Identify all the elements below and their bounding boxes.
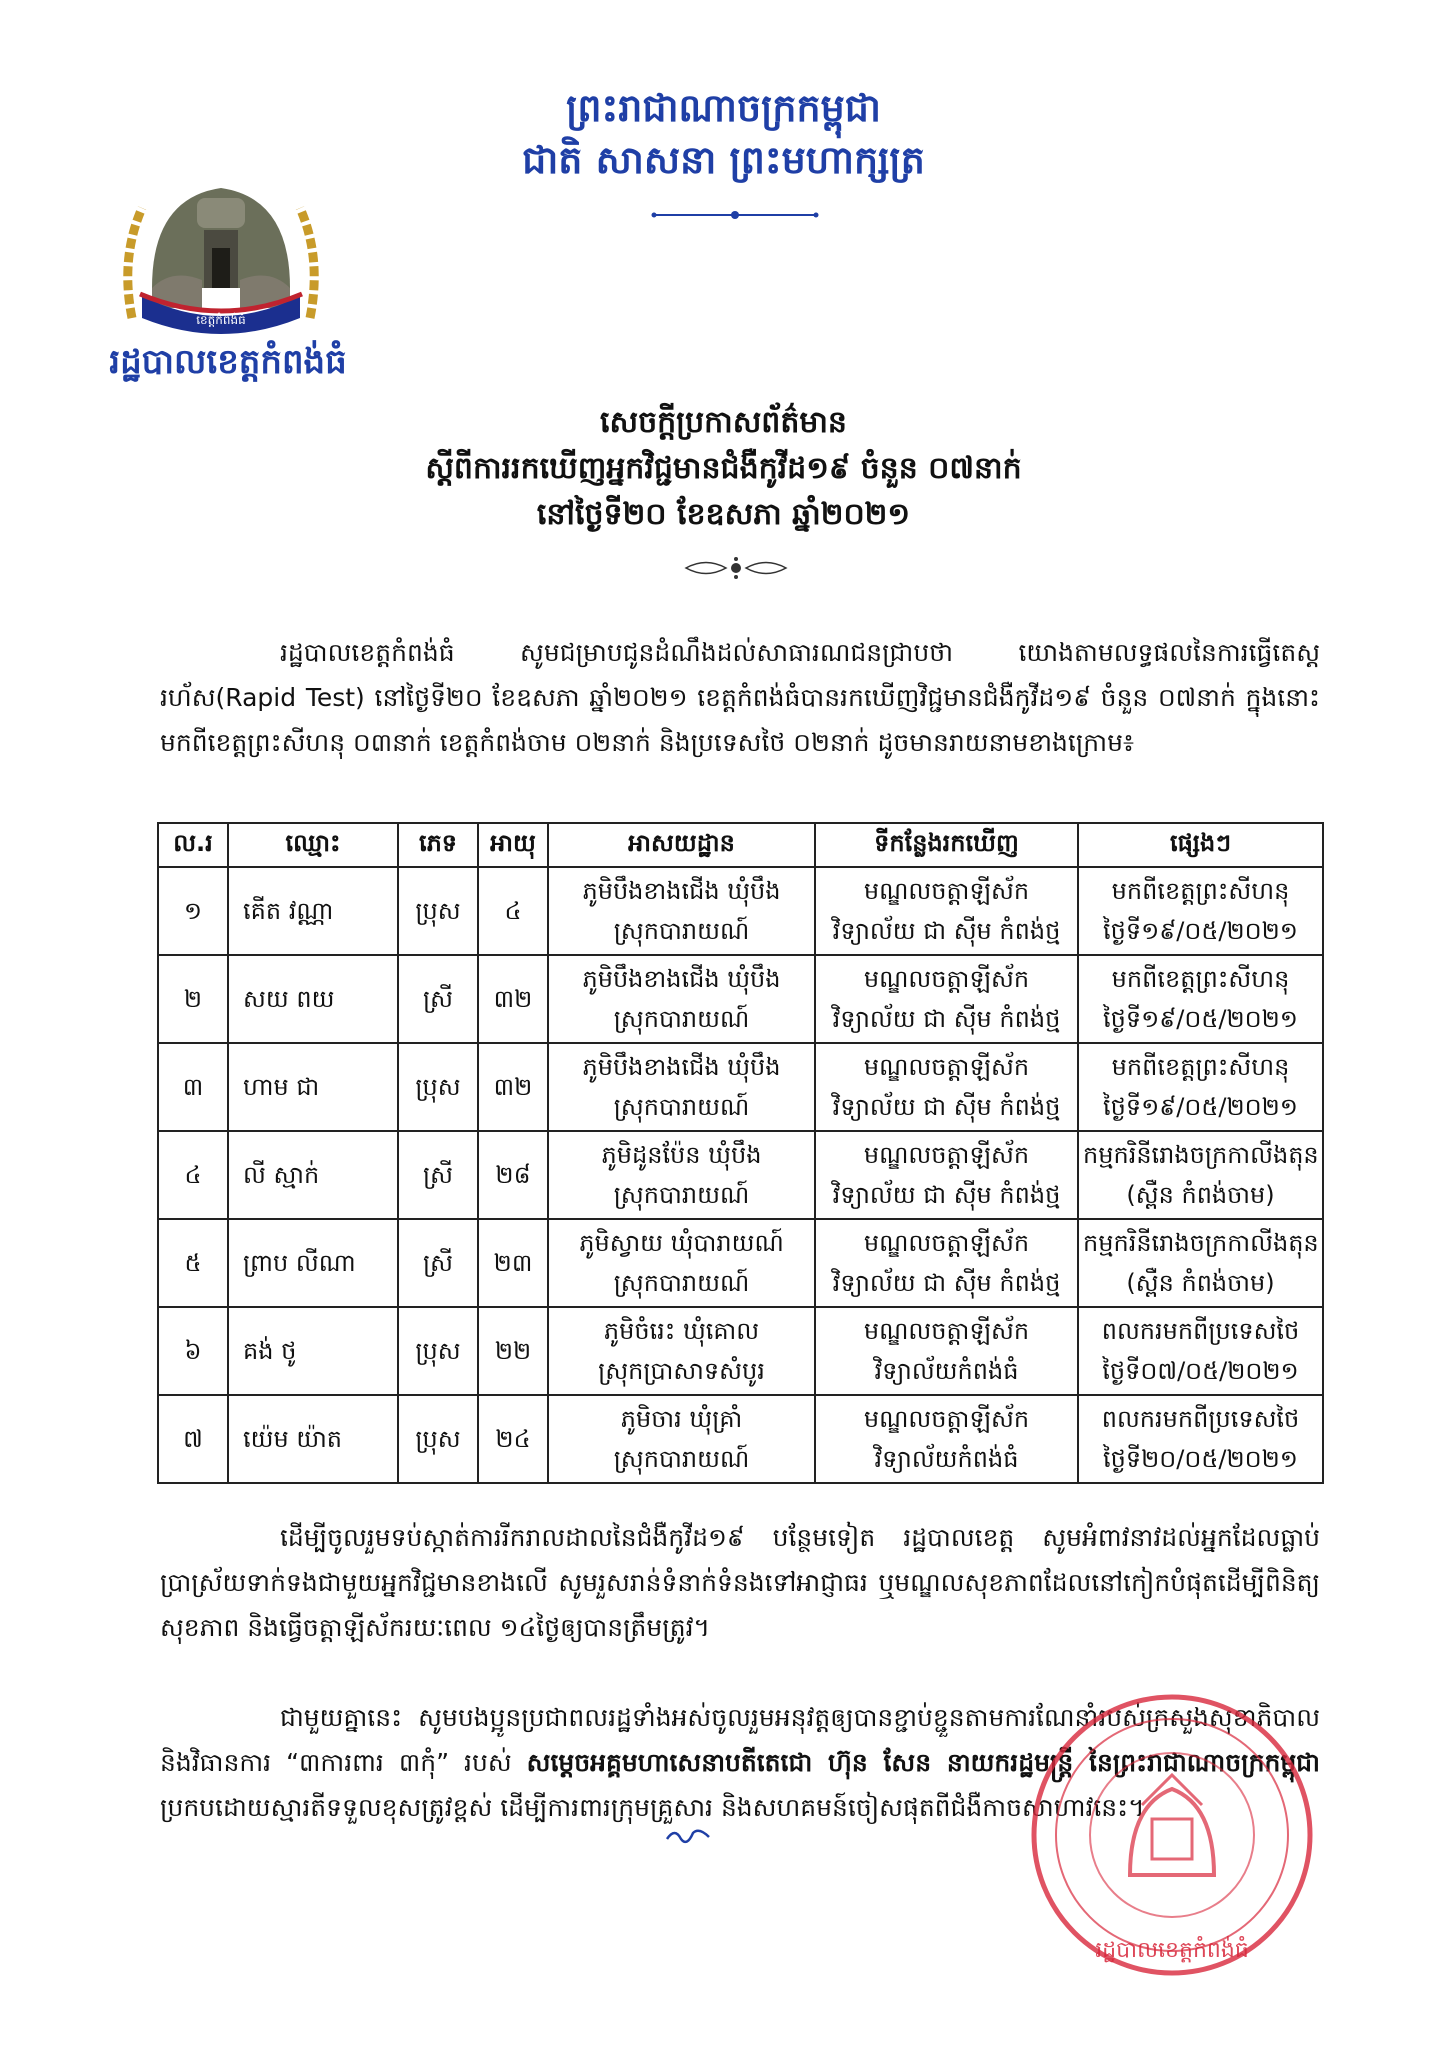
stamp-text: រដ្ឋបាលខេត្តកំពង់ធំ — [1095, 1938, 1249, 1963]
cell-sex: ស្រី — [398, 1131, 478, 1219]
cell-location — [815, 1043, 1078, 1131]
remarks-line-1: ពលករមកពីប្រទេសថៃ — [1101, 1405, 1300, 1433]
col-header-sex: ភេទ — [398, 823, 478, 867]
col-header-location-found: ទីកន្លែងរកឃើញ — [815, 823, 1078, 867]
remarks-line-1: ពលករមកពីប្រទេសថៃ — [1101, 1317, 1300, 1345]
closing-text-1: ដើម្បីចូលរួមទប់ស្កាត់ការរីករាលដាលនៃជំងឺកូវីដ១៩ បន្ថែមទៀត រដ្ឋបាលខេត្ត សូមអំពាវនាវដល់អ្នកដែលធ្លាប់ប្រាស្រ័យទាក់ទងជាមួយអ្នកវិជ្ជមានខាងលើ សូមរួសរាន់ទំនាក់ទំនងទៅអាជ្ញាធរ ឬមណ្ឌលសុខភាពដែលនៅកៀកបំផុតដើម្បីពិនិត្យសុខភាព និងធ្វើចត្តាឡីស័ករយៈពេល ១៤ថ្ងៃឲ្យបានត្រឹមត្រូវ។ — [160, 1523, 1320, 1642]
national-motto: ជាតិ សាសនា ព្រះមហាក្សត្រ — [522, 138, 925, 182]
table-row — [158, 1219, 1323, 1307]
cell-no: ៣ — [158, 1043, 228, 1131]
cell-age: ៤ — [478, 867, 548, 955]
location-line-1: មណ្ឌលចត្តាឡីស័ក — [863, 1053, 1030, 1081]
cell-sex: ប្រុស — [398, 1307, 478, 1395]
location-line-2: វិទ្យាល័យ ជា ស៊ីម កំពង់ថ្ម — [832, 917, 1061, 945]
col-header-address: អាសយដ្ឋាន — [548, 823, 815, 867]
address-line-2: ស្រុកប្រាសាទសំបូរ — [598, 1357, 765, 1385]
location-line-2: វិទ្យាល័យ ជា ស៊ីម កំពង់ថ្ម — [832, 1269, 1061, 1297]
location-line-1: មណ្ឌលចត្តាឡីស័ក — [863, 1317, 1030, 1345]
title-ornament — [676, 555, 796, 581]
announcement-title — [0, 400, 1447, 538]
cell-address — [548, 955, 815, 1043]
divider-ornament — [650, 208, 820, 222]
remarks-line-2: ថ្ងៃទី១៩/០៥/២០២១ — [1103, 1005, 1298, 1033]
intro-text: រដ្ឋបាលខេត្តកំពង់ធំ សូមជម្រាបជូនដំណឹងដល់សាធារណជនជ្រាបថា យោងតាមលទ្ធផលនៃការធ្វើតេស្តរហ័ស(Rapid Test) នៅថ្ងៃទី២០ ខែឧសភា ឆ្នាំ២០២១ ខេត្តកំពង់ធំបានរកឃើញវិជ្ជមានជំងឺកូវីដ១៩ ចំនួន ០៧នាក់ ក្នុងនោះ មកពីខេត្តព្រះសីហនុ ០៣នាក់ ខេត្តកំពង់ចាម ០២នាក់ និងប្រទេសថៃ ០២នាក់ ដូចមានរាយនាមខាងក្រោម៖ — [160, 638, 1320, 757]
cell-age: ២៨ — [478, 1131, 548, 1219]
location-line-2: វិទ្យាល័យកំពង់ធំ — [874, 1357, 1019, 1385]
remarks-line-1: មកពីខេត្តព្រះសីហនុ — [1111, 877, 1290, 905]
cell-no: ៦ — [158, 1307, 228, 1395]
logo-caption: ខេត្តកំពង់ធំ — [196, 313, 246, 327]
title-line-3: នៅថ្ងៃទី២០ ខែឧសភា ឆ្នាំ២០២១ — [536, 497, 911, 532]
address-line-2: ស្រុកបារាយណ៍ — [613, 1445, 750, 1473]
address-line-1: ភូមិបឹងខាងជើង ឃុំបឹង — [582, 877, 781, 905]
remarks-line-2: (ស្ពឺន កំពង់ចាម) — [1126, 1269, 1275, 1297]
cell-remarks — [1078, 867, 1323, 955]
title-line-2: ស្តីពីការរកឃើញអ្នកវិជ្ជមានជំងឺកូវីដ១៩ ចំនួន ០៧នាក់ — [425, 451, 1022, 486]
col-header-no: ល.រ — [158, 823, 228, 867]
positive-cases-table — [157, 822, 1324, 1484]
cell-address — [548, 1219, 815, 1307]
cell-address — [548, 1131, 815, 1219]
remarks-line-1: មកពីខេត្តព្រះសីហនុ — [1111, 1053, 1290, 1081]
address-line-1: ភូមិបឹងខាងជើង ឃុំបឹង — [582, 1053, 781, 1081]
cell-name: លី ស្មាក់ — [228, 1131, 398, 1219]
remarks-line-2: ថ្ងៃទី១៩/០៥/២០២១ — [1103, 917, 1298, 945]
cell-sex: ស្រី — [398, 1219, 478, 1307]
col-header-remarks: ផ្សេងៗ — [1078, 823, 1323, 867]
address-line-1: ភូមិដូនប៉ែន ឃុំបឹង — [601, 1141, 762, 1169]
cell-location — [815, 1219, 1078, 1307]
cell-location — [815, 955, 1078, 1043]
address-line-2: ស្រុកបារាយណ៍ — [613, 1005, 750, 1033]
location-line-1: មណ្ឌលចត្តាឡីស័ក — [863, 1229, 1030, 1257]
address-line-1: ភូមិចំរេះ ឃុំគោល — [603, 1317, 760, 1345]
cell-remarks — [1078, 1395, 1323, 1483]
intro-paragraph — [160, 630, 1320, 765]
closing-text-2a: ជាមួយគ្នានេះ សូមបងប្អូនប្រជាពលរដ្ឋទាំងអស់ចូលរួមអនុវត្តឲ្យបានខ្ជាប់ខ្ជួនតាមការណែនាំរបស់ក្រសួងសុខាភិបាល និងវិធានការ “៣ការពារ ៣កុំ” របស់ — [160, 1703, 1320, 1777]
cell-name: គើត វណ្ណា — [228, 867, 398, 955]
cell-remarks — [1078, 955, 1323, 1043]
kingdom-name: ព្រះរាជាណាចក្រកម្ពុជា — [566, 86, 881, 130]
address-line-2: ស្រុកបារាយណ៍ — [613, 1181, 750, 1209]
cell-name: ហាម ជា — [228, 1043, 398, 1131]
address-line-1: ភូមិស្វាយ ឃុំបារាយណ៍ — [579, 1229, 784, 1257]
location-line-1: មណ្ឌលចត្តាឡីស័ក — [863, 877, 1030, 905]
table-row — [158, 1131, 1323, 1219]
address-line-2: ស្រុកបារាយណ៍ — [613, 1269, 750, 1297]
remarks-line-1: មកពីខេត្តព្រះសីហនុ — [1111, 965, 1290, 993]
provincial-emblem-logo — [112, 168, 330, 350]
closing-paragraph-1 — [160, 1515, 1320, 1650]
table-row — [158, 1395, 1323, 1483]
issuing-office: រដ្ឋបាលខេត្តកំពង់ធំ — [109, 342, 347, 382]
location-line-2: វិទ្យាល័យ ជា ស៊ីម កំពង់ថ្ម — [832, 1093, 1061, 1121]
cell-name: ព្រាប លីណា — [228, 1219, 398, 1307]
closing-text-2b: ប្រកបដោយស្មារតីទទួលខុសត្រូវខ្ពស់ ដើម្បីការពារក្រុមគ្រួសារ និងសហគមន៍ចៀសផុតពីជំងឺកាចសាហាវនេះ។ — [160, 1793, 1145, 1822]
cell-age: ២២ — [478, 1307, 548, 1395]
cell-age: ៣២ — [478, 955, 548, 1043]
cell-address — [548, 1307, 815, 1395]
table-row — [158, 1307, 1323, 1395]
prime-minister-title: សម្តេចអគ្គមហាសេនាបតីតេជោ ហ៊ុន សែន នាយករដ្ឋមន្ត្រី នៃព្រះរាជាណាចក្រកម្ពុជា — [526, 1748, 1320, 1777]
location-line-1: មណ្ឌលចត្តាឡីស័ក — [863, 1405, 1030, 1433]
title-line-1: សេចក្តីប្រកាសព័ត៌មាន — [600, 405, 847, 440]
cell-age: ៣២ — [478, 1043, 548, 1131]
cell-remarks — [1078, 1307, 1323, 1395]
official-seal-stamp — [1012, 1685, 1332, 1985]
remarks-line-1: កម្មករិនីរោងចក្រកាលីងតុន — [1083, 1229, 1319, 1257]
remarks-line-2: ថ្ងៃទី១៩/០៥/២០២១ — [1103, 1093, 1298, 1121]
cell-sex: ប្រុស — [398, 1395, 478, 1483]
cell-sex: ប្រុស — [398, 1043, 478, 1131]
table-header-row — [158, 823, 1323, 867]
remarks-line-2: ថ្ងៃទី០៧/០៥/២០២១ — [1102, 1357, 1299, 1385]
cell-no: ២ — [158, 955, 228, 1043]
cell-name: យ៉េម យ៉ាត — [228, 1395, 398, 1483]
cell-sex: ប្រុស — [398, 867, 478, 955]
cell-remarks — [1078, 1043, 1323, 1131]
cell-no: ៧ — [158, 1395, 228, 1483]
remarks-line-1: កម្មករិនីរោងចក្រកាលីងតុន — [1083, 1141, 1319, 1169]
cell-sex: ស្រី — [398, 955, 478, 1043]
address-line-2: ស្រុកបារាយណ៍ — [613, 917, 750, 945]
cell-no: ៥ — [158, 1219, 228, 1307]
cell-name: គង់ ថូ — [228, 1307, 398, 1395]
address-line-1: ភូមិចារ ឃុំគ្រាំ — [620, 1405, 743, 1433]
cell-no: ៤ — [158, 1131, 228, 1219]
table-row — [158, 1043, 1323, 1131]
col-header-age: អាយុ — [478, 823, 548, 867]
location-line-1: មណ្ឌលចត្តាឡីស័ក — [863, 1141, 1030, 1169]
location-line-2: វិទ្យាល័យកំពង់ធំ — [874, 1445, 1019, 1473]
cell-age: ២៤ — [478, 1395, 548, 1483]
cell-remarks — [1078, 1219, 1323, 1307]
cell-no: ១ — [158, 867, 228, 955]
cell-location — [815, 867, 1078, 955]
table-row — [158, 955, 1323, 1043]
cell-name: សយ ពយ — [228, 955, 398, 1043]
cell-location — [815, 1307, 1078, 1395]
cell-address — [548, 1395, 815, 1483]
cell-location — [815, 1131, 1078, 1219]
cell-location — [815, 1395, 1078, 1483]
cell-address — [548, 1043, 815, 1131]
location-line-2: វិទ្យាល័យ ជា ស៊ីម កំពង់ថ្ម — [832, 1005, 1061, 1033]
signature-mark — [665, 1825, 711, 1847]
cell-remarks — [1078, 1131, 1323, 1219]
address-line-1: ភូមិបឹងខាងជើង ឃុំបឹង — [582, 965, 781, 993]
remarks-line-2: ថ្ងៃទី២០/០៥/២០២១ — [1103, 1445, 1298, 1473]
address-line-2: ស្រុកបារាយណ៍ — [613, 1093, 750, 1121]
location-line-1: មណ្ឌលចត្តាឡីស័ក — [863, 965, 1030, 993]
remarks-line-2: (ស្ពឺន កំពង់ចាម) — [1126, 1181, 1275, 1209]
table-row — [158, 867, 1323, 955]
col-header-name: ឈ្មោះ — [228, 823, 398, 867]
cell-address — [548, 867, 815, 955]
location-line-2: វិទ្យាល័យ ជា ស៊ីម កំពង់ថ្ម — [832, 1181, 1061, 1209]
cell-age: ២៣ — [478, 1219, 548, 1307]
